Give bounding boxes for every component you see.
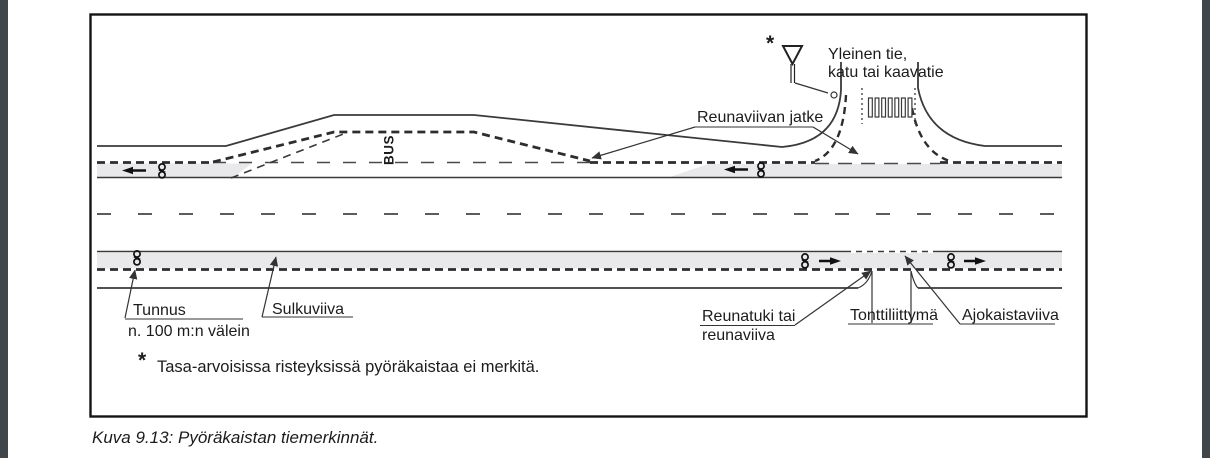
bus-road-marking: BUS xyxy=(381,134,397,166)
label-reunaviivan-jatke: Reunaviivan jatke xyxy=(697,109,824,126)
sign-asterisk: * xyxy=(766,32,775,55)
label-tunnus-sub: n. 100 m:n välein xyxy=(128,323,250,340)
label-reunatuki-line1: Reunatuki tai xyxy=(702,308,796,325)
side-road-label-line2: katu tai kaavatie xyxy=(828,64,944,81)
footnote-marker: * xyxy=(138,349,147,372)
label-reunatuki-line2: reunaviiva xyxy=(702,327,775,344)
side-road-label-line1: Yleinen tie, xyxy=(828,46,908,63)
label-tonttiliittyma: Tonttiliittymä xyxy=(850,307,939,324)
footnote-text: Tasa-arvoisissa risteyksissä pyöräkaistaa ei merkitä. xyxy=(157,358,540,376)
figure-caption: Kuva 9.13: Pyöräkaistan tiemerkinnät. xyxy=(92,428,379,447)
label-tunnus: Tunnus xyxy=(133,302,186,319)
label-ajokaistaviiva: Ajokaistaviiva xyxy=(962,307,1059,324)
label-sulkuviiva: Sulkuviiva xyxy=(272,301,345,318)
pedestrian-crossing xyxy=(869,98,912,117)
